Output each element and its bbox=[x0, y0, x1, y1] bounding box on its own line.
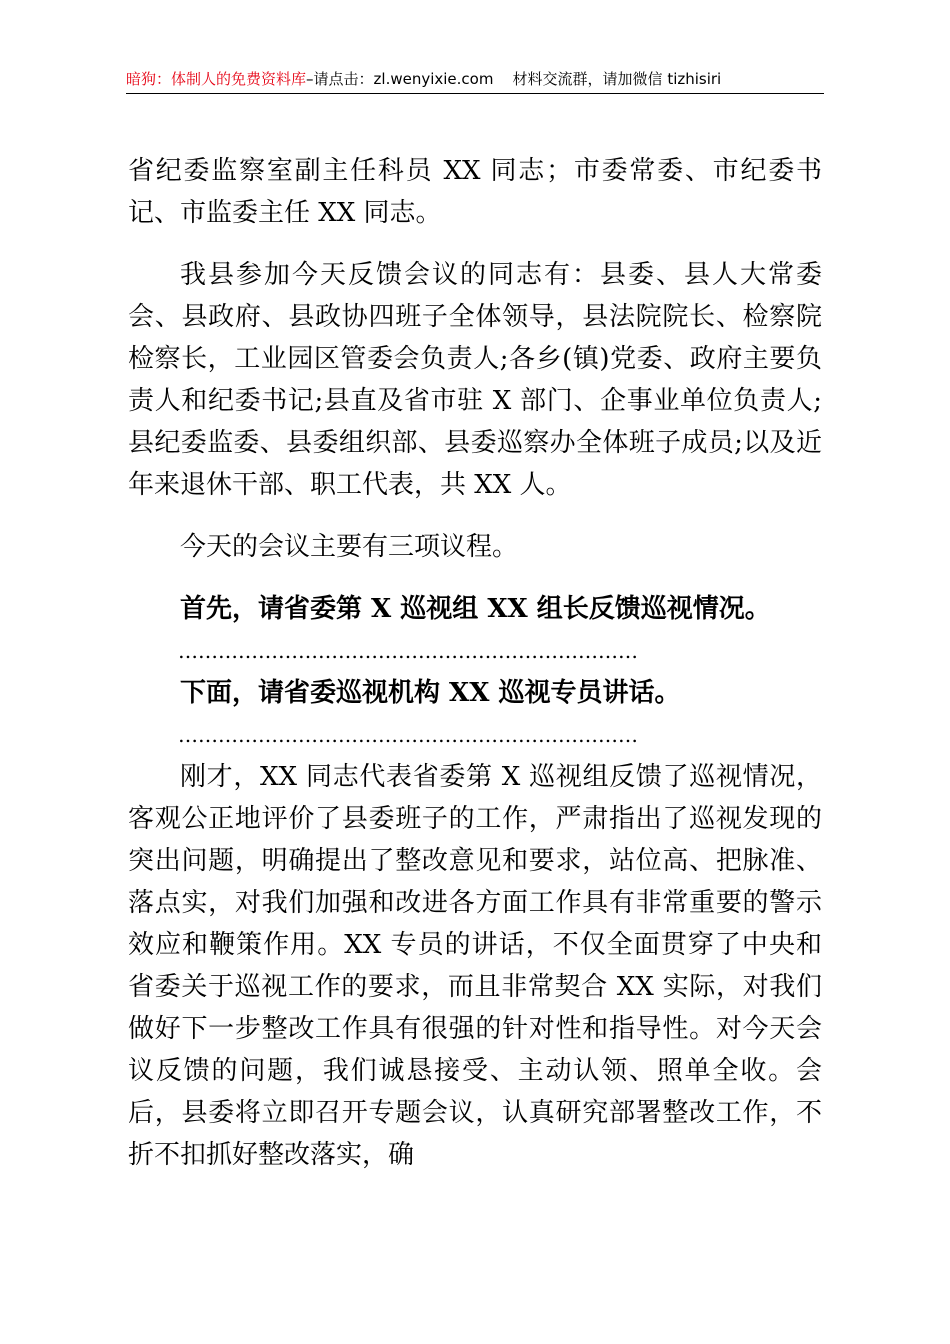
document-body bbox=[128, 150, 822, 1176]
header-group-text: 材料交流群，请加微信 tizhisiri bbox=[512, 70, 722, 88]
ellipsis-line-2: …………………………………………………………… bbox=[178, 723, 638, 747]
ellipsis-line-1: …………………………………………………………… bbox=[178, 639, 638, 663]
header-click-text: –请点击： bbox=[306, 70, 374, 88]
paragraph-county-attendees: 我县参加今天反馈会议的同志有：县委、县人大常委会、县政府、县政协四班子全体领导，县法院院长、检察院检察长，工业园区管委会负责人;各乡(镇)党委、政府主要负责人和纪委书记;县直及省市驻 X 部门、企事业单位负责人;县纪委监委、县委组织部、县委巡察办全体班子成员;以及近年来退休干部、职工代表，共 XX 人。 bbox=[128, 260, 822, 500]
paragraph-agenda-second: 下面，请省委巡视机构 XX 巡视专员讲话。 bbox=[180, 678, 681, 708]
paragraph-agenda-first: 首先，请省委第 X 巡视组 XX 组长反馈巡视情况。 bbox=[180, 594, 771, 624]
header-link[interactable]: zl.wenyixie.com bbox=[373, 70, 494, 88]
page-header bbox=[126, 68, 824, 90]
header-site-label: 暗狗：体制人的免费资料库 bbox=[126, 70, 307, 88]
paragraph-attendees-continued: 省纪委监察室副主任科员 XX 同志；市委常委、市纪委书记、市监委主任 XX 同志。 bbox=[128, 156, 822, 228]
paragraph-agenda-intro: 今天的会议主要有三项议程。 bbox=[180, 532, 519, 562]
header-divider bbox=[126, 93, 824, 94]
paragraph-response: 刚才，XX 同志代表省委第 X 巡视组反馈了巡视情况，客观公正地评价了县委班子的工作，严肃指出了巡视发现的突出问题，明确提出了整改意见和要求，站位高、把脉准、落点实，对我们加强和改进各方面工作具有非常重要的警示效应和鞭策作用。XX 专员的讲话，不仅全面贯穿了中央和省委关于巡视工作的要求，而且非常契合 XX 实际，对我们做好下一步整改工作具有很强的针对性和指导性。对今天会议反馈的问题，我们诚恳接受、主动认领、照单全收。会后，县委将立即召开专题会议，认真研究部署整改工作，不折不扣抓好整改落实，确 bbox=[128, 762, 822, 1170]
